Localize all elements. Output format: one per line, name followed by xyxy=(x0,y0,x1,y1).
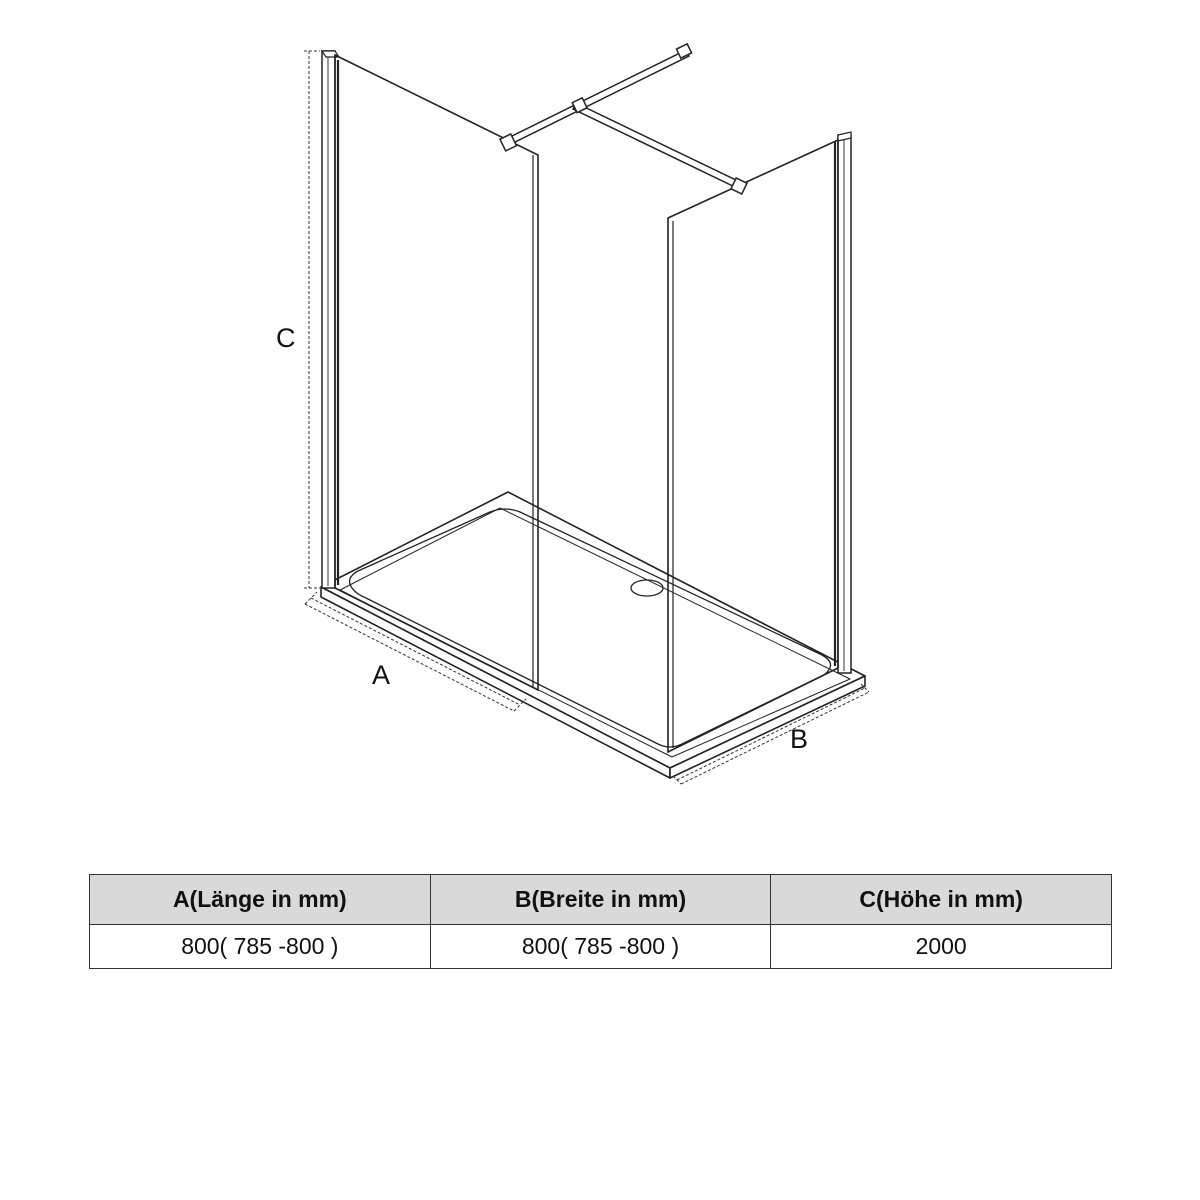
left-profile-rail xyxy=(322,51,335,588)
value-length: 800( 785 -800 ) xyxy=(90,925,431,969)
dimension-label-c: C xyxy=(276,323,296,353)
value-height: 2000 xyxy=(771,925,1112,969)
stabiliser-bar-wall xyxy=(508,50,689,144)
header-height: C(Höhe in mm) xyxy=(771,875,1112,925)
shower-tray xyxy=(321,492,865,778)
table-header-row xyxy=(90,875,1112,925)
dimension-label-b: B xyxy=(790,724,809,754)
dimensions-table xyxy=(89,874,1112,969)
value-width: 800( 785 -800 ) xyxy=(430,925,771,969)
header-length: A(Länge in mm) xyxy=(90,875,431,925)
dimension-label-a: A xyxy=(372,660,391,690)
header-width: B(Breite in mm) xyxy=(430,875,771,925)
stabiliser-bar-cross xyxy=(573,103,740,188)
stabiliser-bars xyxy=(500,44,747,194)
table-row xyxy=(90,925,1112,969)
right-profile-rail xyxy=(838,135,851,673)
right-wall-profile xyxy=(838,132,851,673)
left-wall-profile xyxy=(322,51,339,588)
